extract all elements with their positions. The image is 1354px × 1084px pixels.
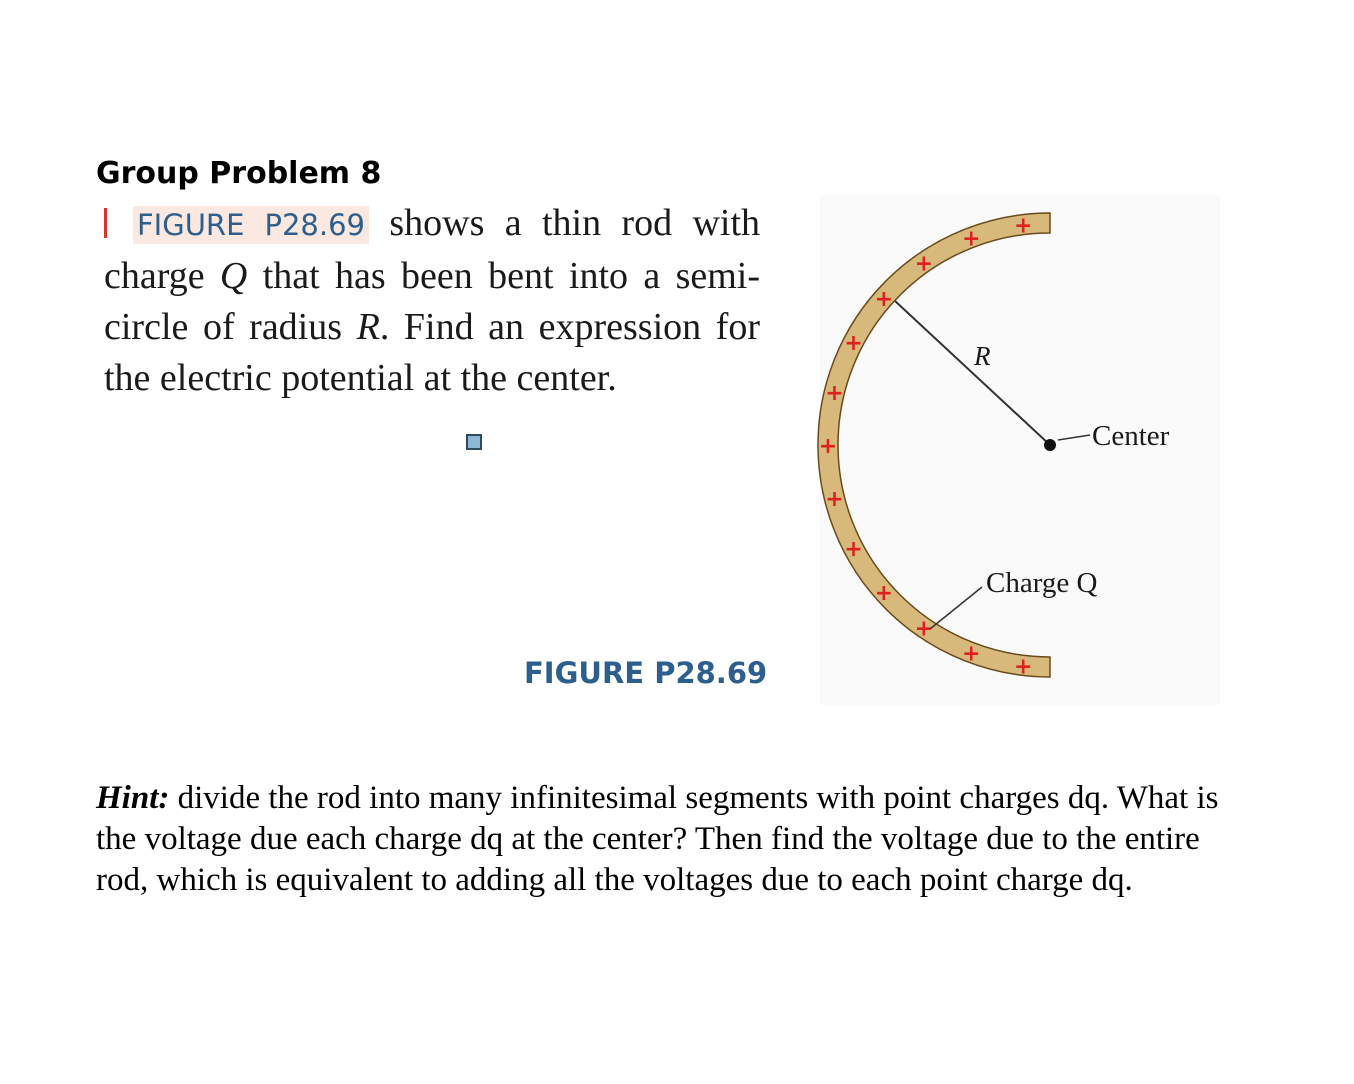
plus-charge-mark: + bbox=[962, 641, 981, 667]
plus-charge-mark: + bbox=[844, 537, 863, 563]
charge-label: Charge Q bbox=[986, 567, 1098, 599]
hint-paragraph bbox=[96, 778, 1226, 901]
problem-marker bbox=[104, 208, 107, 238]
problem-text-1: shows a thin rod with charge bbox=[104, 202, 760, 297]
problem-statement bbox=[104, 198, 760, 404]
plus-charge-mark: + bbox=[914, 616, 934, 642]
plus-charge-mark: + bbox=[914, 251, 934, 277]
plus-charge-mark: + bbox=[825, 487, 844, 513]
plus-charge-mark: + bbox=[874, 286, 894, 312]
video-icon[interactable] bbox=[466, 434, 482, 450]
problem-text-3: . Find an expression for the electric potential at the center. bbox=[104, 306, 761, 399]
figure-caption: FIGURE P28.69 bbox=[524, 656, 768, 690]
plus-charge-mark: + bbox=[1014, 654, 1033, 680]
page-title: Group Problem 8 bbox=[96, 156, 382, 191]
plus-charge-mark: + bbox=[825, 380, 844, 406]
center-point bbox=[1044, 439, 1056, 451]
hint-text: divide the rod into many infinitesimal segments with point charges dq. What is the voltage due each charge dq at the center? Then find the voltage due to the entire rod, which is equivalent to adding all the voltages due to each point charge dq. bbox=[96, 780, 1219, 898]
center-label: Center bbox=[1092, 420, 1170, 452]
variable-q: Q bbox=[219, 255, 248, 297]
radius-label: R bbox=[974, 341, 991, 371]
semicircle-rod-figure bbox=[800, 195, 1220, 705]
plus-charge-mark: + bbox=[1014, 213, 1033, 239]
plus-charge-mark: + bbox=[844, 330, 863, 356]
plus-charge-mark: + bbox=[874, 581, 894, 607]
problem-text-2: that has been bent into a semi-circle of radius bbox=[104, 255, 760, 348]
plus-charge-mark: + bbox=[818, 434, 838, 459]
plus-charge-mark: + bbox=[962, 226, 981, 252]
variable-r: R bbox=[356, 306, 380, 348]
hint-label: Hint: bbox=[96, 780, 170, 816]
figure-reference-link[interactable]: FIGURE P28.69 bbox=[133, 206, 369, 244]
